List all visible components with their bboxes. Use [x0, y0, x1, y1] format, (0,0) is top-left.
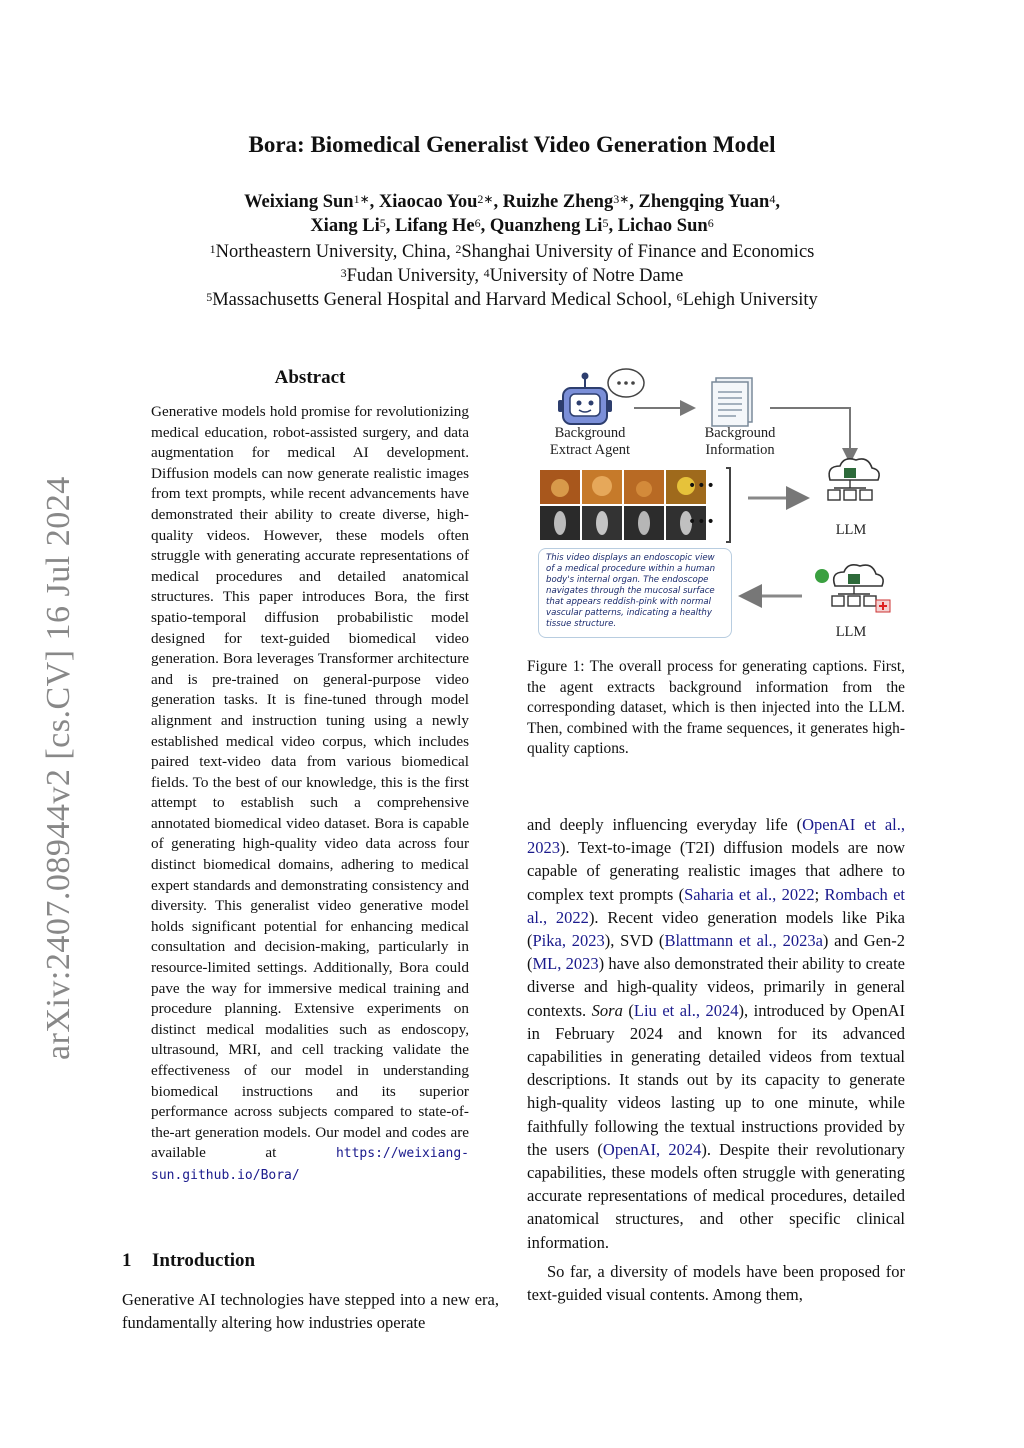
author-name: Xiang Li [310, 216, 380, 236]
author-name: Ruizhe Zheng [502, 192, 614, 212]
citation-link[interactable]: OpenAI et al., 2023 [527, 815, 905, 858]
affiliation-mark: 2 [455, 242, 462, 256]
llm-icon [828, 459, 879, 500]
llm-medical-icon [815, 565, 890, 612]
author-name: Lichao Sun [617, 216, 708, 236]
citation-link[interactable]: Blattmann et al., 2023a [664, 931, 823, 951]
affiliation-mark: 4 [483, 266, 490, 280]
arxiv-sidebar: arXiv:2407.08944v2 [cs.CV] 16 Jul 2024 [40, 476, 77, 1060]
body-text: ( [622, 1000, 634, 1020]
author-name: Lifang He [394, 216, 475, 236]
affiliation-line [0, 264, 1024, 288]
affiliation-line [0, 240, 1024, 264]
author-affil-mark: 1∗ [353, 192, 370, 206]
body-text: ). Recent video generation models like Pika ( [527, 907, 905, 951]
author-affil-mark: 2∗ [477, 192, 494, 206]
body-text: and deeply influencing everyday life ( [527, 815, 803, 834]
intro-text: Generative AI technologies have stepped into a new era, fundamentally altering how industries operate [122, 1290, 499, 1332]
affiliation-text: Fudan University, [346, 266, 484, 286]
robot-agent-icon [558, 373, 612, 425]
citation-link[interactable]: Saharia et al., 2022 [684, 884, 815, 904]
dots-2: ••• [688, 514, 716, 530]
affiliation-mark: 5 [206, 290, 213, 304]
body-text: ). Text-to-image (T2I) diffusion models are now capable of generating realistic images that adhere to complex text prompts ( [527, 838, 905, 904]
affiliation-mark: 6 [676, 290, 683, 304]
model-name: Sora [591, 1000, 623, 1020]
chat-bubble-icon [608, 369, 644, 397]
author-affil-mark: 4 [769, 192, 776, 206]
paper-title: Bora: Biomedical Generalist Video Generation Model [248, 132, 776, 157]
info-label: Background Information [704, 425, 776, 458]
affiliation-mark: 3 [340, 266, 347, 280]
author-name: Zhengqing Yuan [638, 192, 770, 212]
intro-text-col2 [527, 813, 905, 1306]
author-affil-mark: 3∗ [613, 192, 630, 206]
body-text: ) have also demonstrated their ability to create diverse and high-quality videos, primarily in general contexts. [527, 954, 906, 1020]
affiliation-mark: 1 [209, 242, 216, 256]
affiliations [0, 240, 1024, 312]
affiliation-line [0, 288, 1024, 312]
author-name: Quanzheng Li [489, 216, 603, 236]
affiliation-text: Massachusetts General Hospital and Harvard Medical School, [212, 290, 677, 310]
body-text: ), introduced by OpenAI in February 2024 and known for its advanced capabilities in generating detailed videos from textual descriptions. It stands out by its capacity to generate high-quality videos lasting up to one minute, while faithfully following the textual instructions provided by the users ( [527, 1000, 905, 1159]
author-affil-mark: 6 [707, 216, 714, 230]
author-affil-mark: 5 [602, 216, 609, 230]
author-line-2: Xiang Li$^5$, Lifang He$^6$, Quanzheng Li$^5$, Lichao Sun$^6$ [310, 216, 714, 236]
body-text: ), SVD ( [604, 931, 665, 951]
affiliation-text: University of Notre Dame [489, 266, 684, 286]
section-title: Introduction [152, 1250, 256, 1271]
llm-label-2: LLM [835, 624, 867, 640]
citation-link[interactable]: ML, 2023 [532, 954, 599, 974]
agent-label: Background Extract Agent [549, 425, 631, 458]
affiliation-text: Northeastern University, China, [215, 242, 456, 262]
abstract-heading: Abstract [274, 367, 346, 388]
abstract-text: Generative models hold promise for revolutionizing medical education, robot-assisted surgery, and data augmentation for medical AI development. Diffusion models can now generate realistic images from text prompts, while recent advancements have demonstrated their ability to create diverse, high-quality videos. However, these models often struggle with generating accurate representations of medical procedures and detailed anatomical structures. This paper introduces Bora, the first spatio-temporal diffusion probabilistic model designed for text-guided biomedical video generation. Bora leverages Transformer architecture and is pre-trained on general-purpose video generation tasks. It is fine-tuned through model alignment and instruction tuning using a newly established medical video corpus, which includes paired text-video data from various biomedical fields. To the best of our knowledge, this is the first attempt to establish such a comprehensive annotated biomedical video dataset. Bora is capable of generating high-quality video data across four distinct biomedical domains, adhering to medical expert standards and demonstrating consistency and diversity. This generalist video generative model holds significant potential for enhancing medical consultation and decision-making, particularly in resource-limited settings. Additionally, Bora could pave the way for immersive medical training and procedure planning. Extensive experiments on distinct medical modalities such as endoscopy, ultrasound, MRI, and cell tracking validate the effectiveness of our model in understanding biomedical instructions and its superior performance across subjects compared to state-of-the-art generation models. Our model and codes are available at [151, 403, 469, 1162]
citation-link[interactable]: Rombach et al., 2022 [527, 884, 905, 927]
dots-1: ••• [688, 478, 716, 494]
caption-bubble: This video displays an endoscopic view of a medical procedure within a human body's internal organ. The endoscope navigates through the mucosal surface that appears reddish-pink with normal vascular patterns, indicating a healthy tissue structure. [538, 548, 732, 638]
project-url-link[interactable]: https://weixiang-sun.github.io/Bora/ [151, 1146, 469, 1183]
citation-link[interactable]: Pika, 2023 [532, 931, 605, 951]
body-text: ) and Gen-2 ( [527, 931, 906, 974]
citation-link[interactable]: Liu et al., 2024 [633, 1000, 739, 1020]
author-affil-mark: 5 [379, 216, 386, 230]
author-line-1: Weixiang Sun$^{1∗}$, Xiaocao You$^{2∗}$, Ruizhe Zheng$^{3∗}$, Zhengqing Yuan$^4$, [244, 192, 780, 212]
author-name: Weixiang Sun [244, 192, 354, 212]
document-icon [712, 378, 752, 426]
mri-frames [540, 506, 706, 540]
author-affil-mark: 6 [474, 216, 481, 230]
figure-caption: Figure 1: The overall process for generating captions. First, the agent extracts background information from the corresponding dataset, which is then injected into the LLM. Then, combined with the frame sequences, it generates high-quality captions. [527, 658, 905, 758]
body-text: ). Despite their revolutionary capabilities, these models often struggle with generating accurate representations of medical procedures, detailed anatomical structures, and other specific clinical information. [527, 1139, 905, 1252]
figure-1 [530, 362, 910, 650]
body-text: ; [814, 884, 825, 904]
author-name: Xiaocao You [378, 192, 478, 212]
abstract-body [151, 402, 469, 1187]
llm-label-1: LLM [835, 522, 867, 538]
affiliation-text: Shanghai University of Finance and Economics [461, 242, 815, 262]
affiliation-text: Lehigh University [682, 290, 818, 310]
citation-link[interactable]: OpenAI, 2024 [602, 1139, 702, 1159]
section-heading [122, 1250, 255, 1272]
author-list [0, 190, 1024, 238]
paragraph-2: So far, a diversity of models have been proposed for text-guided visual contents. Among them, [527, 1261, 905, 1305]
section-number: 1 [122, 1250, 132, 1271]
paragraph-1 [527, 813, 905, 1254]
endoscopy-frames [540, 470, 706, 504]
